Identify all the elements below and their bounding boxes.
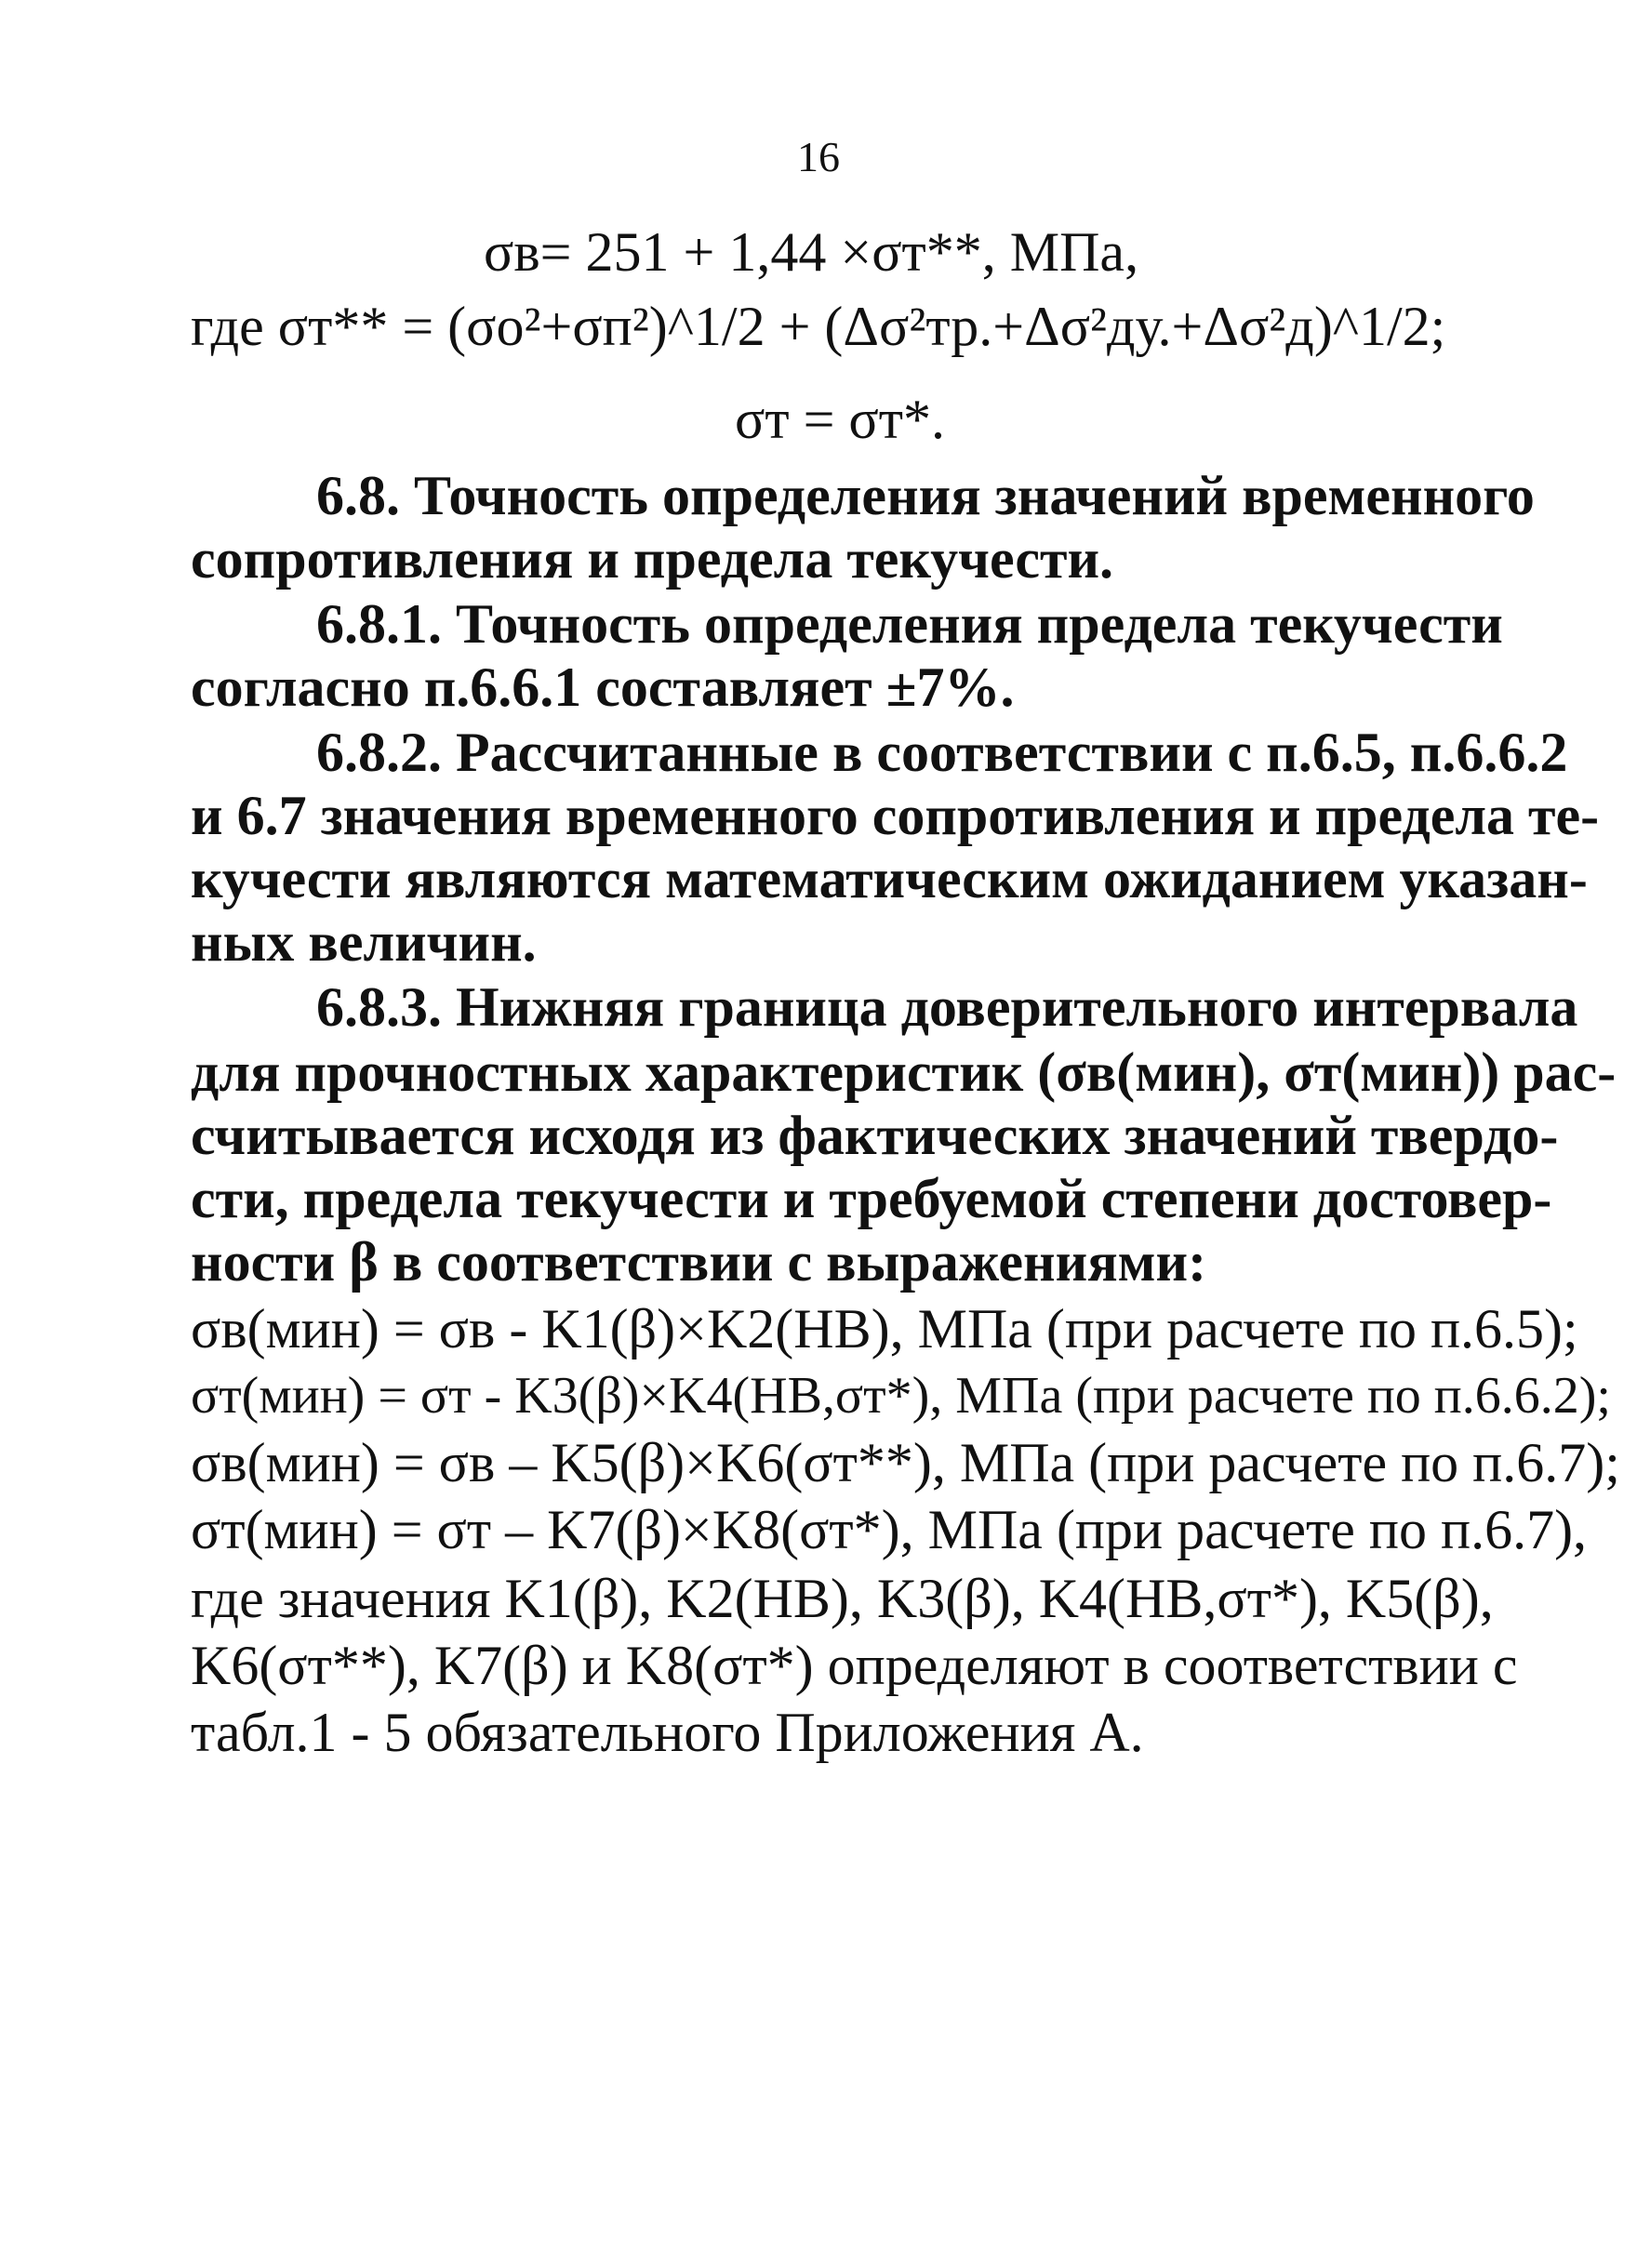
section-6-8-2-line-2: и 6.7 значения временного сопротивления и предела те- (191, 785, 1600, 846)
closing-line-3: табл.1 - 5 обязательного Приложения А. (191, 1702, 1144, 1763)
formula-sigma-t-double-star: где σт** = (σо²+σп²)^1/2 + (Δσ²тр.+Δσ²ду.+Δσ²д)^1/2; (191, 296, 1446, 357)
expression-sigma-v-min-6-5: σв(мин) = σв - K1(β)×K2(HB), МПа (при расчете по п.6.5); (191, 1298, 1578, 1359)
expression-sigma-t-min-6-6-2: σт(мин) = σт - K3(β)×K4(HB,σт*), МПа (при расчете по п.6.6.2); (191, 1367, 1611, 1425)
closing-line-2: K6(σт**), K7(β) и K8(σт*) определяют в соответствии с (191, 1635, 1518, 1696)
section-6-8-3-line-5: ности β в соответствии с выражениями: (191, 1231, 1207, 1293)
section-6-8-1-line-1: 6.8.1. Точность определения предела текучести (316, 593, 1503, 655)
section-6-8-3-line-2: для прочностных характеристик (σв(мин), σт(мин)) рас- (191, 1041, 1617, 1103)
formula-sigma-t: σт = σт*. (735, 389, 945, 450)
section-6-8-2-line-3: кучести являются математическим ожиданием указан- (191, 848, 1588, 909)
expression-sigma-t-min-6-7: σт(мин) = σт – K7(β)×K8(σт*), МПа (при расчете по п.6.7), (191, 1499, 1588, 1560)
section-6-8-2-line-4: ных величин. (191, 911, 537, 973)
section-6-8-line-2: сопротивления и предела текучести. (191, 528, 1114, 590)
expression-sigma-v-min-6-7: σв(мин) = σв – K5(β)×K6(σт**), МПа (при расчете по п.6.7); (191, 1432, 1620, 1493)
section-6-8-1-line-2: согласно п.6.6.1 составляет ±7%. (191, 657, 1015, 718)
section-6-8-line-1: 6.8. Точность определения значений временного (316, 465, 1535, 526)
section-6-8-3-line-4: сти, предела текучести и требуемой степени достовер- (191, 1168, 1552, 1229)
section-6-8-3-line-1: 6.8.3. Нижняя граница доверительного интервала (316, 976, 1578, 1038)
section-6-8-2-line-1: 6.8.2. Рассчитанные в соответствии с п.6.5, п.6.6.2 (316, 722, 1568, 783)
formula-sigma-v: σв= 251 + 1,44 ×σт**, МПа, (484, 221, 1139, 283)
page-number: 16 (797, 133, 840, 180)
closing-line-1: где значения K1(β), K2(HB), K3(β), K4(HB,σт*), K5(β), (191, 1568, 1494, 1629)
section-6-8-3-line-3: считывается исходя из фактических значений твердо- (191, 1105, 1559, 1166)
